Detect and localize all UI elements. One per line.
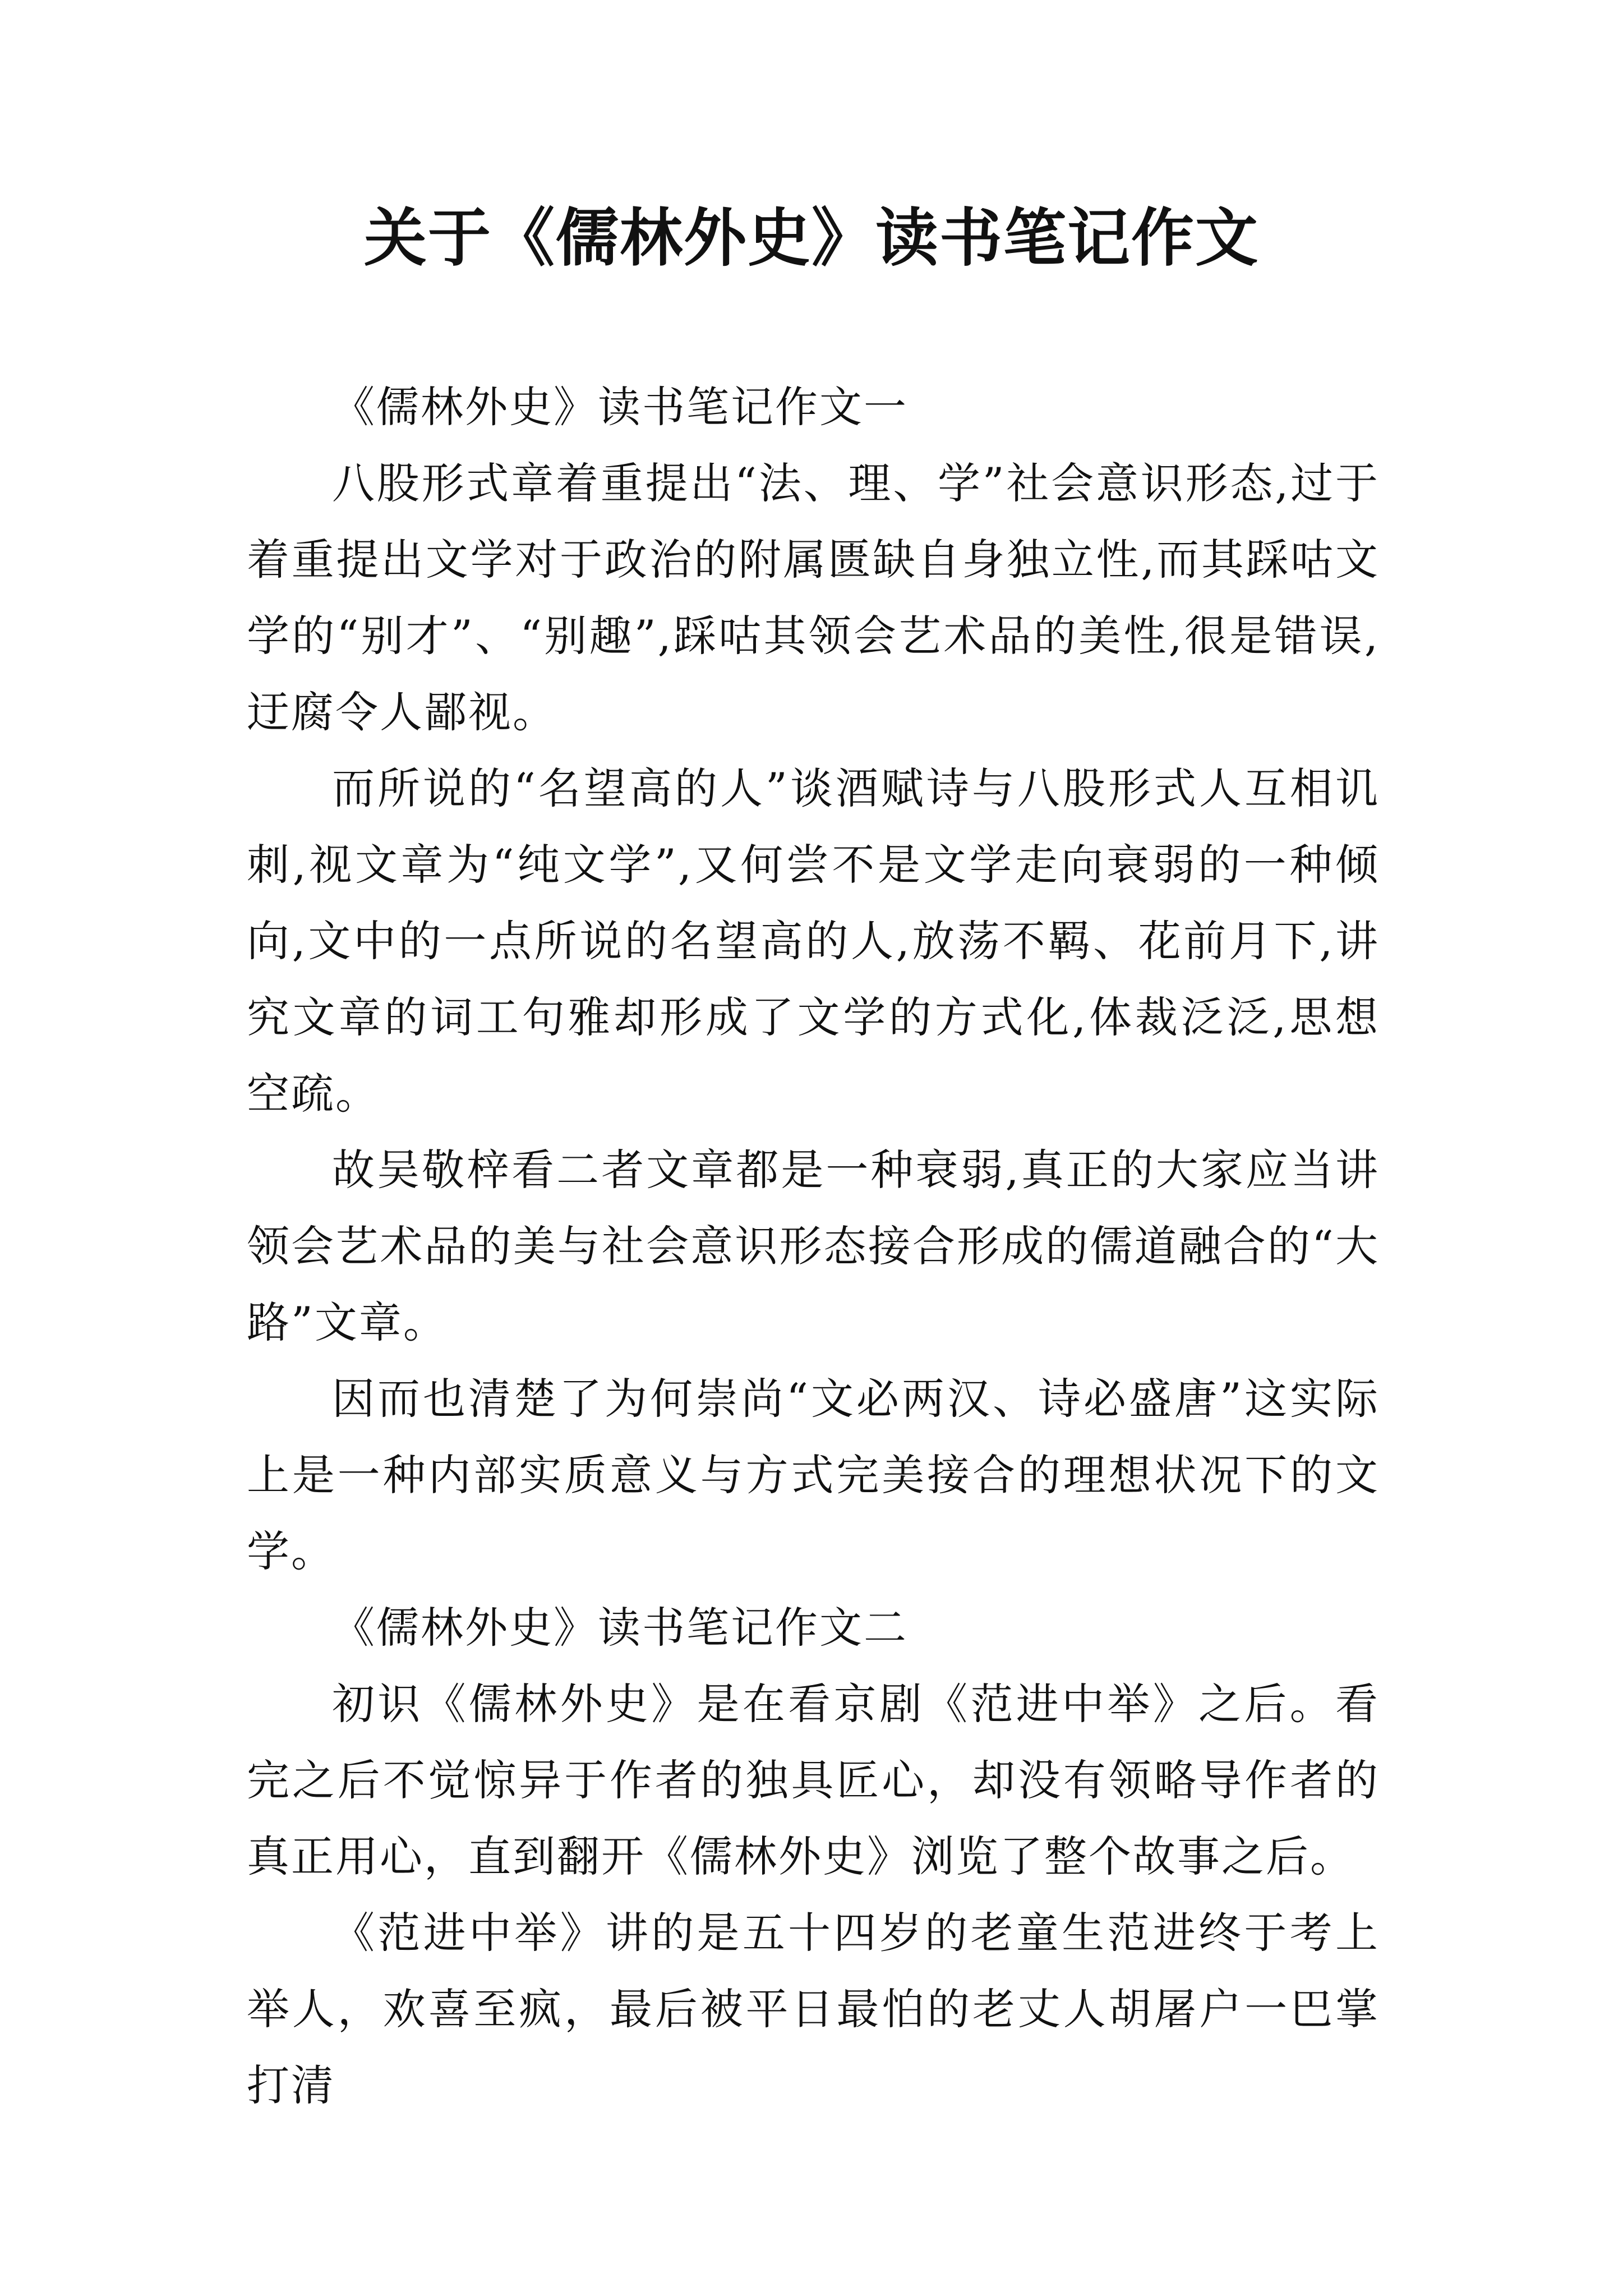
document-title: 关于《儒林外史》读书笔记作文 [364, 201, 1259, 275]
section-heading-2: 《儒林外史》读书笔记作文二 [332, 1603, 908, 1653]
body-paragraph: 八股形式章着重提出“法、理、学”社会意识形态,过于着重提出文学对于政治的附属匮缺自身独立性,而其踩咕文学的“别才”、“别趣”,踩咕其领会艺术品的美性,很是错误,迂腐令人鄙视。 [247, 458, 1380, 737]
body-paragraph: 而所说的“名望高的人”谈酒赋诗与八股形式人互相讥刺,视文章为“纯文学”,又何尝不是文学走向衰弱的一种倾向,文中的一点所说的名望高的人,放荡不羁、花前月下,讲究文章的词工句雅却形成了文学的方式化,体裁泛泛,思想空疏。 [247, 763, 1380, 1119]
document-body [247, 369, 1380, 2124]
body-paragraph: 故吴敬梓看二者文章都是一种衰弱,真正的大家应当讲领会艺术品的美与社会意识形态接合形成的儒道融合的“大路”文章。 [247, 1145, 1380, 1347]
body-paragraph: 因而也清楚了为何崇尚“文必两汉、诗必盛唐”这实际上是一种内部实质意义与方式完美接合的理想状况下的文学。 [247, 1374, 1380, 1576]
body-paragraph: 《范进中举》讲的是五十四岁的老童生范进终于考上举人，欢喜至疯，最后被平日最怕的老丈人胡屠户一巴掌打清 [247, 1908, 1380, 2110]
section-heading-1: 《儒林外史》读书笔记作文一 [332, 382, 908, 432]
body-paragraph: 初识《儒林外史》是在看京剧《范进中举》之后。看完之后不觉惊异于作者的独具匠心，却没有领略导作者的真正用心，直到翻开《儒林外史》浏览了整个故事之后。 [247, 1679, 1380, 1881]
